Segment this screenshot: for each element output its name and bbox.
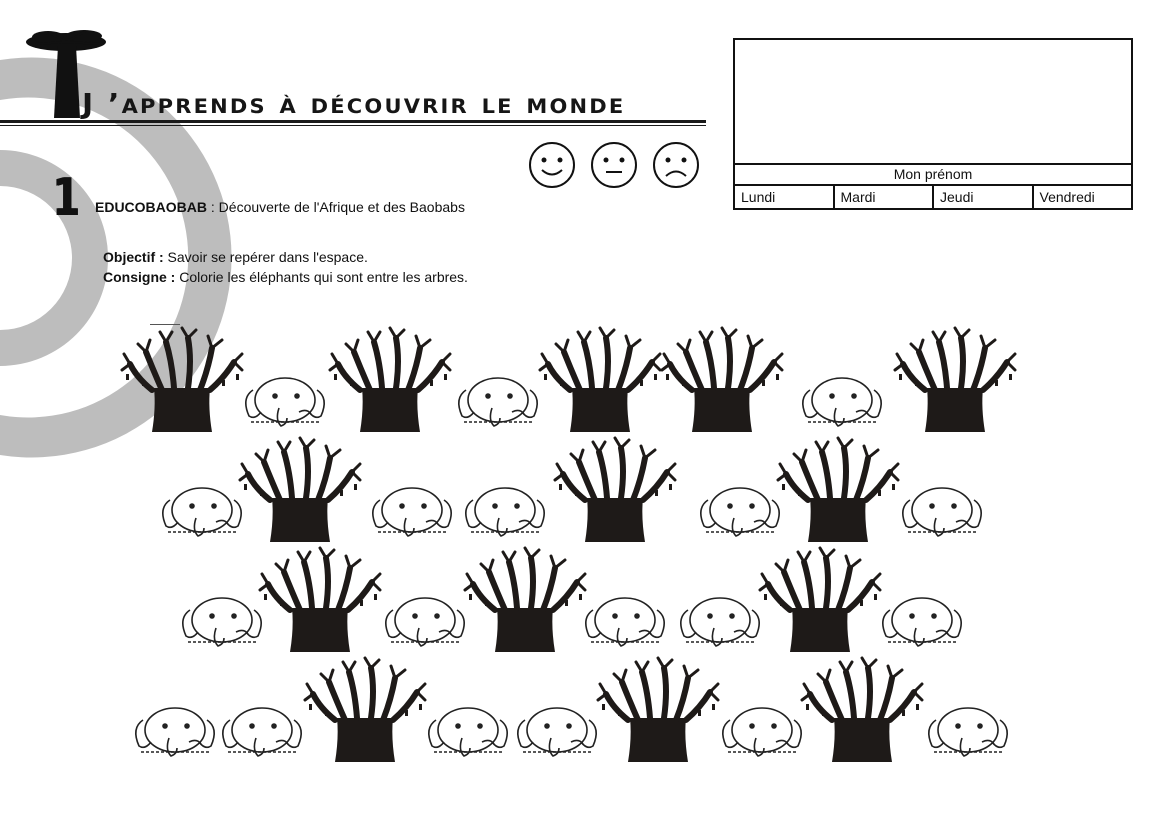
baobab-tree-icon [802, 658, 922, 762]
objective-label: Objectif : [103, 249, 164, 265]
page-title: J ’apprends à découvrir le monde [82, 88, 626, 121]
elephant-icon[interactable] [429, 708, 507, 756]
elephant-icon[interactable] [723, 708, 801, 756]
activity-brand: EDUCOBAOBAB [95, 199, 207, 215]
elephant-icon[interactable] [803, 378, 881, 426]
baobab-tree-icon [330, 328, 450, 432]
baobab-tree-icon [555, 438, 675, 542]
baobab-tree-icon [240, 438, 360, 542]
day-thursday[interactable]: Jeudi [934, 186, 1034, 208]
elephant-icon[interactable] [373, 488, 451, 536]
baobab-tree-icon [778, 438, 898, 542]
name-label: Mon prénom [735, 163, 1131, 186]
elephant-icon[interactable] [223, 708, 301, 756]
elephant-icon[interactable] [163, 488, 241, 536]
day-friday[interactable]: Vendredi [1039, 189, 1095, 205]
activity-description: : Découverte de l'Afrique et des Baobabs [207, 199, 465, 215]
elephant-icon[interactable] [681, 598, 759, 646]
baobab-tree-icon [760, 548, 880, 652]
elephant-icon[interactable] [929, 708, 1007, 756]
baobab-tree-icon [305, 658, 425, 762]
elephant-icon[interactable] [883, 598, 961, 646]
baobab-tree-icon [465, 548, 585, 652]
activity-number: 1 [52, 168, 80, 228]
elephant-icon[interactable] [518, 708, 596, 756]
elephant-icon[interactable] [466, 488, 544, 536]
baobab-tree-icon [540, 328, 660, 432]
baobab-tree-icon [598, 658, 718, 762]
elephant-icon[interactable] [386, 598, 464, 646]
elephant-icon[interactable] [136, 708, 214, 756]
elephant-icon[interactable] [459, 378, 537, 426]
baobab-tree-icon [260, 548, 380, 652]
elephant-icon[interactable] [246, 378, 324, 426]
baobab-tree-icon [122, 328, 242, 432]
elephant-icon[interactable] [183, 598, 261, 646]
day-tuesday[interactable]: Mardi [835, 186, 935, 208]
elephant-icon[interactable] [701, 488, 779, 536]
objective-text: Savoir se repérer dans l'espace. [163, 249, 368, 265]
instruction-text: Colorie les éléphants qui sont entre les arbres. [175, 269, 468, 285]
elephant-icon[interactable] [586, 598, 664, 646]
baobab-tree-icon [662, 328, 782, 432]
day-monday[interactable]: Lundi [735, 186, 835, 208]
instruction-label: Consigne : [103, 269, 176, 285]
elephant-icon[interactable] [903, 488, 981, 536]
baobab-tree-icon [895, 328, 1015, 432]
